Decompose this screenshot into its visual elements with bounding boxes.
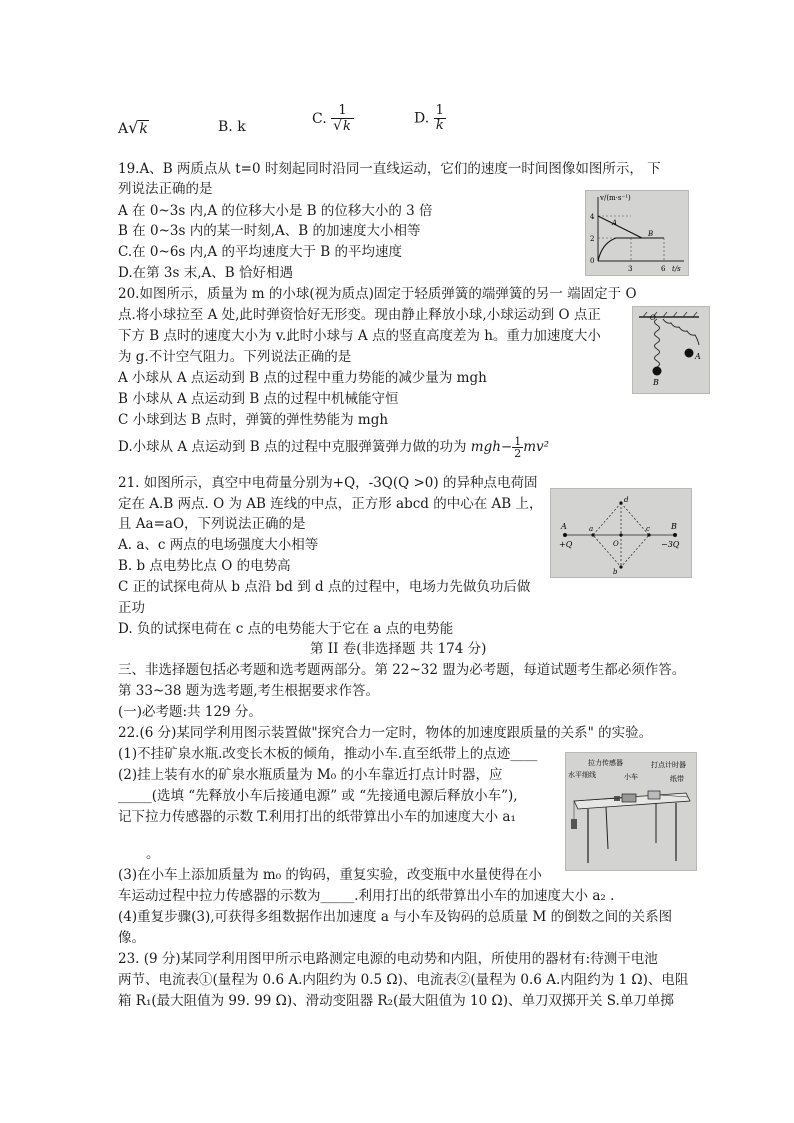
section-intro-2: 第 33~38 题为选考题,考生根据要求作答。: [118, 683, 380, 699]
section-intro: 三、非选择题包括必考题和选考题两部分。第 22~32 盟为必考题，每道试题考生都必须作答。: [118, 662, 686, 678]
svg-text:A: A: [561, 522, 567, 531]
svg-text:t/s: t/s: [672, 265, 681, 273]
q20-option-d: D.小球从 A 点运动到 B 点的过程中克服弹簧弹力做的功为 mgh− $\frac{1}{2}$ mv²: [118, 435, 550, 460]
svg-text:b: b: [613, 568, 618, 576]
q21-option-c-cont: 正功: [118, 600, 145, 616]
svg-text:拉力传感器: 拉力传感器: [588, 759, 623, 767]
svg-text:B: B: [671, 522, 677, 531]
q20-stem: 20.如图所示，质量为 m 的小球(视为质点)固定于轻质弹簧的端弹簧的另一 端固定于 O: [118, 286, 637, 302]
svg-text:纸带: 纸带: [670, 775, 684, 783]
svg-text:4: 4: [590, 213, 595, 221]
q19-stem-cont: 列说法正确的是: [118, 181, 213, 197]
q23-stem: 23. (9 分)某同学利用图甲所示电路测定电源的电动势和内阻，所使用的器材有:待测干电池: [118, 951, 658, 967]
option-d: D. $\frac{1}{k}$: [414, 103, 444, 133]
q19-stem: 19.A、B 两质点从 t=0 时刻起同时沿同一直线运动，它们的速度一时间图像如图所示， 下: [118, 161, 661, 177]
q22-step-2: (2)挂上装有水的矿泉水瓶质量为 M₀ 的小车靠近打点计时器，应: [118, 767, 503, 783]
q20-stem-2: 点.将小球拉至 A 处,此时弹资恰好无形变。现由静止释放小球,小球运动到 O 点正: [118, 307, 601, 323]
velocity-time-graph: [585, 190, 689, 276]
svg-text:6: 6: [661, 265, 666, 273]
q20-stem-4: 为 g.不计空气阻力。下列说法正确的是: [118, 349, 352, 365]
q21-stem-2: 定在 A.B 两点. O 为 AB 连线的中点，正方形 abcd 的中心在 AB 上，: [118, 496, 543, 512]
q21-option-a: A. a、c 两点的电场强度大小相等: [118, 537, 319, 553]
svg-text:B: B: [648, 230, 654, 238]
q23-stem-3: 箱 R₁(最大阻值为 99. 99 Ω)、滑动变阻器 R₂(最大阻值为 10 Ω)、单刀双掷开关 S.单刀单掷: [118, 993, 674, 1009]
q22-step-4-cont: 像。: [118, 930, 145, 946]
option-b: B. k: [218, 119, 246, 135]
q22-step-3-cont: 车运动过程中拉力传感器的示数为_____.利用打出的纸带算出小车的加速度大小 a₂ .: [118, 888, 615, 904]
q22-step-1: (1)不挂矿泉水瓶.改变长木板的倾角，推动小车.直至纸带上的点迹____: [118, 746, 538, 762]
q21-stem: 21. 如图所示，真空中电荷量分别为+Q，-3Q(Q >0) 的异种点电荷固: [118, 475, 538, 491]
q22-step-2-cont: _____(选填 “先释放小车后接通电源” 或 “先接通电源后释放小车”),: [118, 788, 518, 804]
q19-option-c: C.在 0~6s 内,A 的平均速度大于 B 的平均速度: [118, 244, 402, 260]
svg-text:2: 2: [590, 235, 595, 243]
q22-step-4: (4)重复步骤(3),可获得多组数据作出加速度 a 与小车及钩码的总质量 M 的倒数之间的关系图: [118, 909, 673, 925]
q22-step-2-cont-2: 记下拉力传感器的示数 T.利用打出的纸带算出小车的加速度大小 a₁: [118, 809, 516, 825]
svg-text:水平细线: 水平细线: [568, 771, 596, 779]
option-a: A√k: [118, 118, 148, 137]
svg-text:O: O: [613, 540, 619, 548]
q19-option-b: B 在 0~3s 内的某一时刻,A、B 的加速度大小相等: [118, 223, 421, 239]
q23-stem-2: 两节、电流表①(量程为 0.6 A.内阻约为 0.5 Ω)、电流表②(量程为 0.6 A.内阻约为 1 Ω)、电阻: [118, 972, 689, 988]
section-heading: 第 II 卷(非选择题 共 174 分): [310, 641, 487, 657]
q21-option-b: B. b 点电势比点 O 的电势高: [118, 558, 291, 574]
q21-stem-3: 且 Aa=aO，下列说法正确的是: [118, 516, 306, 532]
q20-option-c: C 小球到达 B 点时，弹簧的弹性势能为 mgh: [118, 412, 389, 428]
q19-option-a: A 在 0~3s 内,A 的位移大小是 B 的位移大小的 3 倍: [118, 203, 433, 219]
q22-stem: 22.(6 分)某同学利用图示装置做"探究合力一定时，物体的加速度跟质量的关系" 的实验。: [118, 725, 653, 741]
svg-text:0: 0: [590, 257, 595, 265]
q21-option-c: C 正的试探电荷从 b 点沿 bd 到 d 点的过程中，电场力先做负功后做: [118, 579, 531, 595]
q22-step-3: (3)在小车上添加质量为 m₀ 的钩码，重复实验，改变瓶中水量使得在小: [118, 867, 542, 883]
spring-ball-figure: [632, 306, 710, 394]
svg-text:A: A: [695, 352, 701, 361]
svg-text:c: c: [646, 525, 650, 533]
q20-option-b: B 小球从 A 点运动到 B 点的过程中机械能守恒: [118, 391, 399, 407]
q19-option-d: D.在第 3s 末,A、B 恰好相遇: [118, 265, 293, 281]
svg-text:v/(m·s⁻¹): v/(m·s⁻¹): [600, 194, 631, 202]
charges-square-figure: [550, 488, 692, 578]
section-intro-3: (一)必考题:共 129 分。: [118, 704, 262, 720]
svg-text:B: B: [653, 378, 659, 387]
option-c: C. $\frac{1}{√k}$: [312, 104, 354, 134]
q20-option-a: A 小球从 A 点运动到 B 点的过程中重力势能的减少量为 mgh: [118, 370, 487, 386]
svg-text:3: 3: [628, 265, 633, 273]
q21-option-d: D. 负的试探电荷在 c 点的电势能大于它在 a 点的电势能: [118, 621, 454, 637]
q20-stem-3: 下方 B 点时的速度大小为 v.此时小球与 A 点的竖直高度差为 h。重力加速度大小: [118, 328, 601, 344]
svg-text:A: A: [612, 219, 618, 227]
svg-text:小车: 小车: [624, 773, 638, 781]
svg-text:a: a: [589, 525, 594, 533]
cart-apparatus-figure: [565, 752, 697, 871]
svg-text:+Q: +Q: [559, 540, 573, 549]
q22-step-2-end: 。: [146, 846, 160, 862]
svg-text:d: d: [624, 496, 629, 504]
svg-text:O: O: [650, 314, 656, 322]
svg-text:−3Q: −3Q: [661, 540, 680, 549]
svg-text:打点计时器: 打点计时器: [651, 761, 686, 769]
